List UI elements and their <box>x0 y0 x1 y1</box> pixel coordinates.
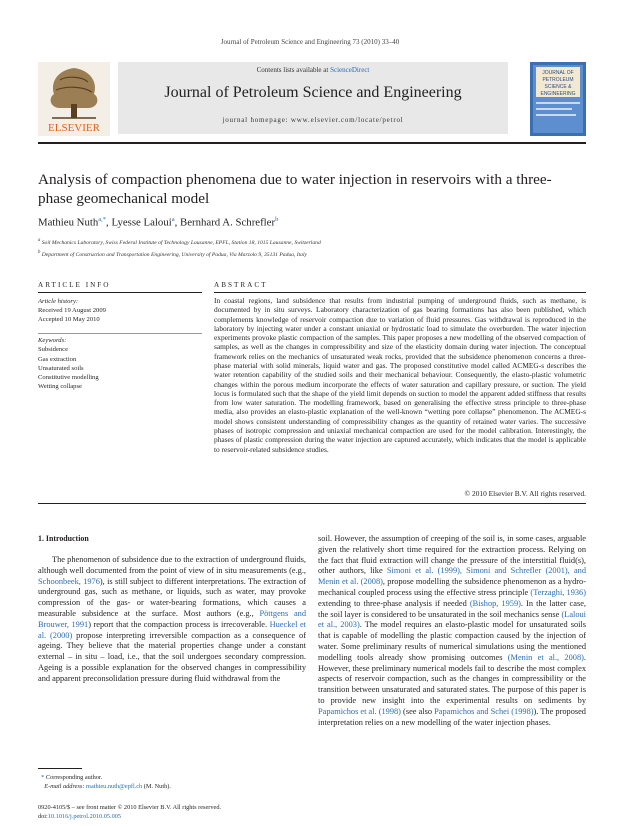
body-text: ). The proposed interpretation relies on a new modelling of the water injection phases. <box>318 706 586 727</box>
body-column-left <box>38 555 306 685</box>
cover-line-1: JOURNAL OF <box>542 70 574 76</box>
citation-link[interactable]: Schoonbeek, 1976 <box>38 576 100 586</box>
doi-link[interactable]: 10.1016/j.petrol.2010.05.005 <box>47 813 122 820</box>
author-separator: , <box>106 216 112 229</box>
affiliation-a <box>38 236 586 248</box>
body-text: (see also <box>400 706 435 716</box>
keyword: Gas extraction <box>38 355 77 363</box>
email-line <box>38 782 306 791</box>
citation-link[interactable]: (Terzaghi, 1936) <box>530 587 587 597</box>
body-text: The phenomenon of subsidence due to the extraction of underground fluids, although well documented from the point of view of in situ measurements (e.g., <box>38 555 306 575</box>
issn-line: 0920-4105/$ – see front matter © 2010 Elsevier B.V. All rights reserved. <box>38 804 222 811</box>
author-name[interactable]: Lyesse Laloui <box>111 216 172 229</box>
article-title: Analysis of compaction phenomena due to water injection in reservoirs with a three-phase geomechanical model <box>38 171 552 207</box>
doi-line <box>38 812 306 821</box>
corresponding-label: Corresponding author. <box>45 774 103 781</box>
citation-link[interactable]: Simoni et al. (1999), Simoni and Schrefler (2001), and Menin et al. (2008) <box>318 566 587 587</box>
affiliations <box>38 236 586 260</box>
section-heading: 1. Introduction <box>38 534 89 543</box>
citation-link[interactable]: (Menin et al., 2008) <box>507 652 584 662</box>
keywords-label: Keywords: <box>38 337 67 344</box>
contents-prefix: Contents lists available at <box>256 66 331 74</box>
keyword: Wetting collapse <box>38 383 82 391</box>
affiliation-label: b <box>38 249 41 255</box>
journal-citation: Journal of Petroleum Science and Engineering 73 (2010) 33–40 <box>220 38 400 46</box>
email-link[interactable]: mathieu.nuth@epfl.ch <box>86 783 143 790</box>
author-affiliation-mark[interactable]: a,* <box>98 216 107 223</box>
article-history <box>38 297 202 325</box>
affiliation-text: Soil Mechanics Laboratory, Swiss Federal Institute of Technology Lausanne, EPFL, Station 18, 1015 Lausanne, Switzerland <box>41 239 321 246</box>
history-label: Article history: <box>38 298 79 305</box>
corresponding-author-note <box>38 773 306 782</box>
doi-label: doi: <box>38 813 48 820</box>
keyword: Constitutive modelling <box>38 374 99 382</box>
body-column-right <box>318 534 586 728</box>
body-text: ) report that the compaction process is irrecoverable. <box>88 619 270 629</box>
body-text: . The model requires an elasto-plastic model for unsaturated soils that is capable of modelling the plastic compaction caused by the injection of water. Some preliminary results of numerical simulations using the mentioned modelling tools already show promising outcomes <box>318 620 586 662</box>
citation-link[interactable]: Hueckel et al. (2000) <box>38 619 306 640</box>
header-rule <box>38 142 586 144</box>
issn-block <box>38 803 306 821</box>
body-text: ), is still subject to different interpretations. The extraction of underground gas, such as methane, or liquids, such as water, may provoke compression of the gas- or water-bearing formations, which causes a measurable subsidence at the surface. Most authors (e.g., <box>38 576 306 618</box>
accepted-date: Accepted 10 May 2010 <box>38 316 100 324</box>
masthead <box>38 62 586 136</box>
body-text: extending to three-phase analysis if needed <box>318 598 470 608</box>
journal-cover-thumbnail[interactable] <box>530 62 586 136</box>
keywords-block <box>38 336 202 392</box>
received-date: Received 19 August 2009 <box>38 307 106 315</box>
author-affiliation-mark[interactable]: a <box>171 216 175 223</box>
footnote <box>38 773 306 791</box>
cover-line-2: PETROLEUM <box>542 77 574 83</box>
citation-link[interactable]: Papamichos et al. (1998) <box>318 706 401 716</box>
citation-link[interactable]: Papamichos and Schei (1998) <box>434 706 534 716</box>
citation-link[interactable]: (Bishop, 1959) <box>469 598 521 608</box>
author-affiliation-mark[interactable]: b <box>275 216 279 223</box>
body-text: . In the latter case, the soil layer is considered to be unsaturated in the soil mechanics sense <box>318 598 586 619</box>
affiliation-label: a <box>38 238 41 243</box>
citation-link[interactable]: Pöttgens and Brouwer, 1991 <box>38 608 306 629</box>
journal-title: Journal of Petroleum Science and Engineering <box>164 84 462 101</box>
keyword: Subsidence <box>38 346 69 354</box>
copyright-line: © 2010 Elsevier B.V. All rights reserved. <box>464 489 586 498</box>
author-name[interactable]: Mathieu Nuth <box>38 216 99 229</box>
affiliation-text: Department of Construction and Transportation Engineering, University of Padua, Via Marzolo 9, 35131 Padua, Italy <box>41 251 308 258</box>
body-text: soil. However, the assumption of creeping of the soil is, in some cases, arguable given the relatively short time required for the extraction process. Relying on the fact that fluid extraction will change the pressure of the interstitial fluid(s), other authors, like <box>318 534 586 576</box>
citation-link[interactable]: (Laloui et al., 2003) <box>318 609 586 630</box>
sciencedirect-link[interactable]: ScienceDirect <box>330 66 370 74</box>
cover-line-4: ENGINEERING <box>540 91 576 97</box>
cover-line-3: SCIENCE & <box>544 84 572 90</box>
contents-line <box>118 66 508 74</box>
author-separator: , <box>174 216 181 229</box>
email-label: E-mail address: <box>44 783 87 790</box>
elsevier-logo[interactable] <box>38 62 110 136</box>
masthead-banner <box>118 62 508 134</box>
journal-homepage[interactable]: journal homepage: www.elsevier.com/locate/petrol <box>222 116 404 124</box>
affiliation-b <box>38 248 586 260</box>
keyword: Unsaturated soils <box>38 364 84 372</box>
body-text: propose interpreting irreversible compaction as a consequence of ageing. They believe that the material properties change under a constant external – in situ – load, i.e., that the soil undergoes secondary compression. Ageing is a possible explanation for the observed changes in compressibility and apparent preconsolidation pressure during fluid withdrawal from the <box>38 630 306 683</box>
abstract-bottom-rule <box>38 503 586 504</box>
body-text: . However, these preliminary numerical models fail to describe the most complex aspects of reservoir compaction, such as the changes in compressibility or the transition between unsaturated and saturated states. The purpose of this paper is to provide new insight into the experimental results on sediments by <box>318 652 586 705</box>
abstract-text: In coastal regions, land subsidence that results from industrial pumping of underground fluids, such as methane, is documented by in situ surveys. Laboratory characterization of gas bearing formations has also been published, which complements knowledge of reservoir compaction due to variation of fluid pressures. Gas withdrawal is reproduced in the laboratory by injecting water under a constant uniaxial or hydrostatic load to simulate the overburden. The water injection experiments provoke plastic compaction of the samples. This paper proposes a new modelling of the observed compaction of samples, as well as the changes in compressibility and size of the elasticity domain during water injection. The conceptual framework relies on the mechanics of unsaturated weak rocks, provided that the subsidence phenomenon concerns a three-phase material with solid minerals, liquid water and gas. The proposed constitutive model called ACMEG-s describes the water retention capability of the studied soils and their mechanical behaviour. Consequently, the elasto-plastic volumetric changes within the porous medium incorporate the effects of water saturation and capillary pressure, or suction. The yield locus is formulated such that the shape of the yield limit depends on suction to model the apparent added stiffness that results from low water saturation. The modelling framework, based on generalising the effective stress principle to three-phase media, also provides an elasto-plastic explanation of the well-known “wetting pore collapse” phenomenon. The ACMEG-s model shows consistent understanding of compressibility changes as the quantity of retained water varies. The successive phases of isotropic compression and uniaxial mechanical compaction are used for the model calibration. Interestingly, the phases of plastic compression during the water injection are captured accurately, which indicates that the model is applicable to reservoir-related subsidence studies. <box>214 296 586 454</box>
asterisk-mark: * <box>41 774 45 781</box>
footnote-rule <box>38 768 82 769</box>
email-suffix: (M. Nuth). <box>142 783 171 790</box>
body-text: , propose modelling the subsidence phenomenon as a hydro-mechanical coupled process using the effective stress principle <box>318 577 587 597</box>
abstract-heading: ABSTRACT <box>214 281 268 289</box>
elsevier-wordmark: ELSEVIER <box>48 122 100 134</box>
info-rule <box>38 292 202 293</box>
author-list <box>38 216 586 229</box>
info-divider <box>38 333 202 334</box>
article-info-heading: ARTICLE INFO <box>38 281 111 289</box>
abstract-rule <box>214 292 586 293</box>
author-name[interactable]: Bernhard A. Schrefler <box>180 216 276 229</box>
